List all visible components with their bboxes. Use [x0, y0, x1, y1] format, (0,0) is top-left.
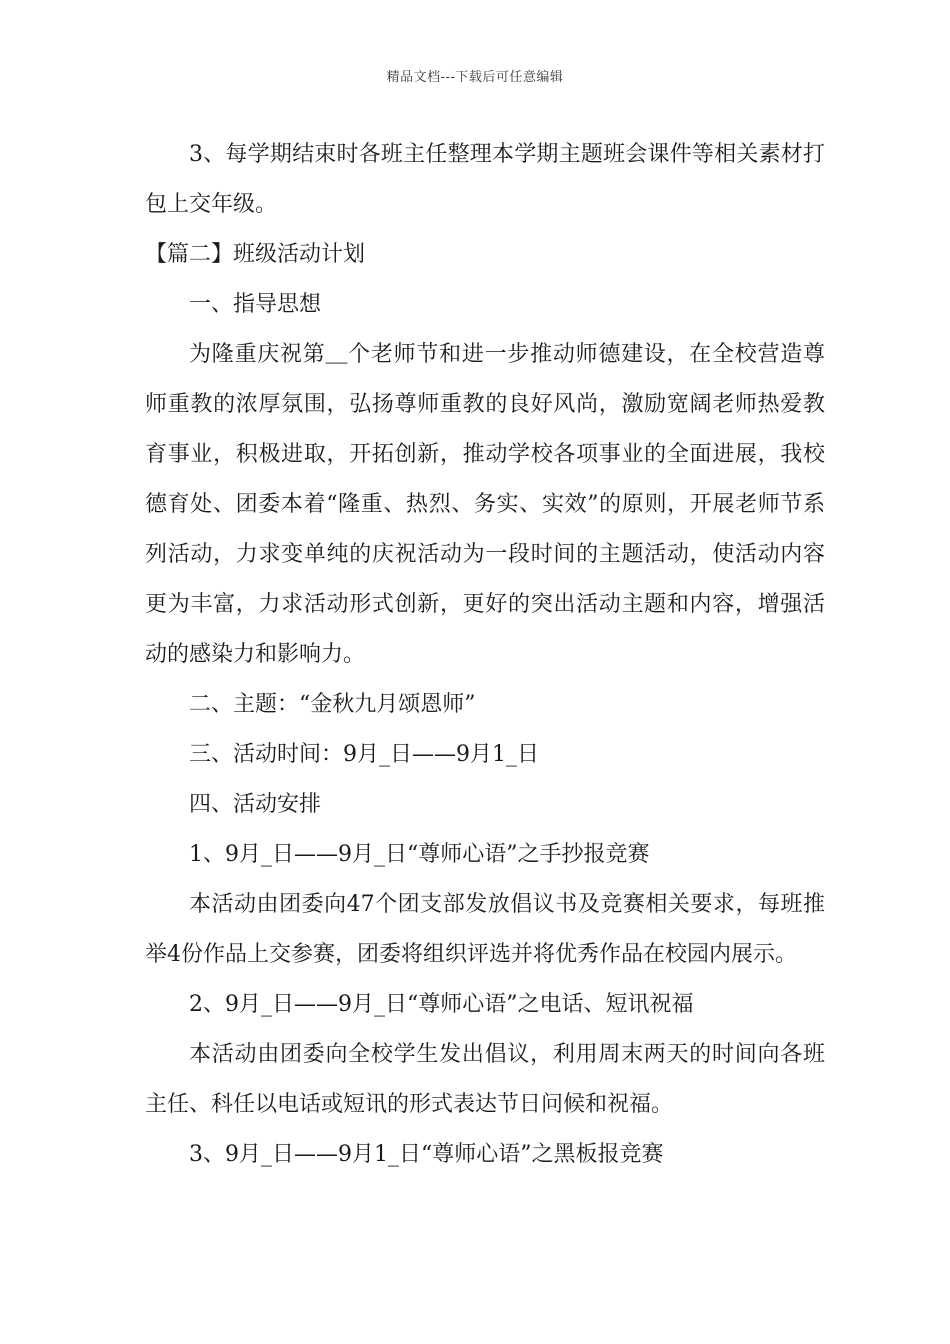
- paragraph-guiding-thought: 为隆重庆祝第＿个老师节和进一步推动师德建设，在全校营造尊师重教的浓厚氛围，弘扬尊师重教的良好风尚，激励宽阔老师热爱教育事业，积极进取，开拓创新，推动学校各项事业的全面进展，我校德育处、团委本着“隆重、热烈、务实、实效”的原则，开展老师节系列活动，力求变单纯的庆祝活动为一段时间的主题活动，使活动内容更为丰富，力求活动形式创新，更好的突出活动主题和内容，增强活动的感染力和影响力。: [145, 342, 825, 667]
- paragraph-1: 3、每学期结束时各班主任整理本学期主题班会课件等相关素材打包上交年级。: [145, 142, 825, 217]
- item-2-title: 2、9月_日——9月_日“尊师心语”之电话、短讯祝福: [189, 992, 694, 1017]
- heading-activity-time: 三、活动时间：9月_日——9月1_日: [189, 742, 539, 767]
- heading-theme: 二、主题：“金秋九月颂恩师”: [189, 692, 476, 717]
- item-2-description: 本活动由团委向全校学生发出倡议，利用周末两天的时间向各班主任、科任以电话或短讯的形式表达节日问候和祝福。: [145, 1042, 825, 1117]
- section-heading: 【篇二】班级活动计划: [145, 242, 366, 267]
- page-header: 精品文档---下载后可任意编辑: [386, 70, 564, 85]
- heading-activity-arrangement: 四、活动安排: [189, 792, 322, 817]
- item-1-title: 1、9月_日——9月_日“尊师心语”之手抄报竞赛: [189, 842, 650, 867]
- document-body: [145, 130, 825, 1180]
- heading-guiding-thought: 一、指导思想: [189, 292, 322, 317]
- item-3-title: 3、9月_日——9月1_日“尊师心语”之黑板报竞赛: [189, 1142, 664, 1167]
- item-1-description: 本活动由团委向47个团支部发放倡议书及竞赛相关要求，每班推举4份作品上交参赛，团委将组织评选并将优秀作品在校园内展示。: [145, 892, 825, 967]
